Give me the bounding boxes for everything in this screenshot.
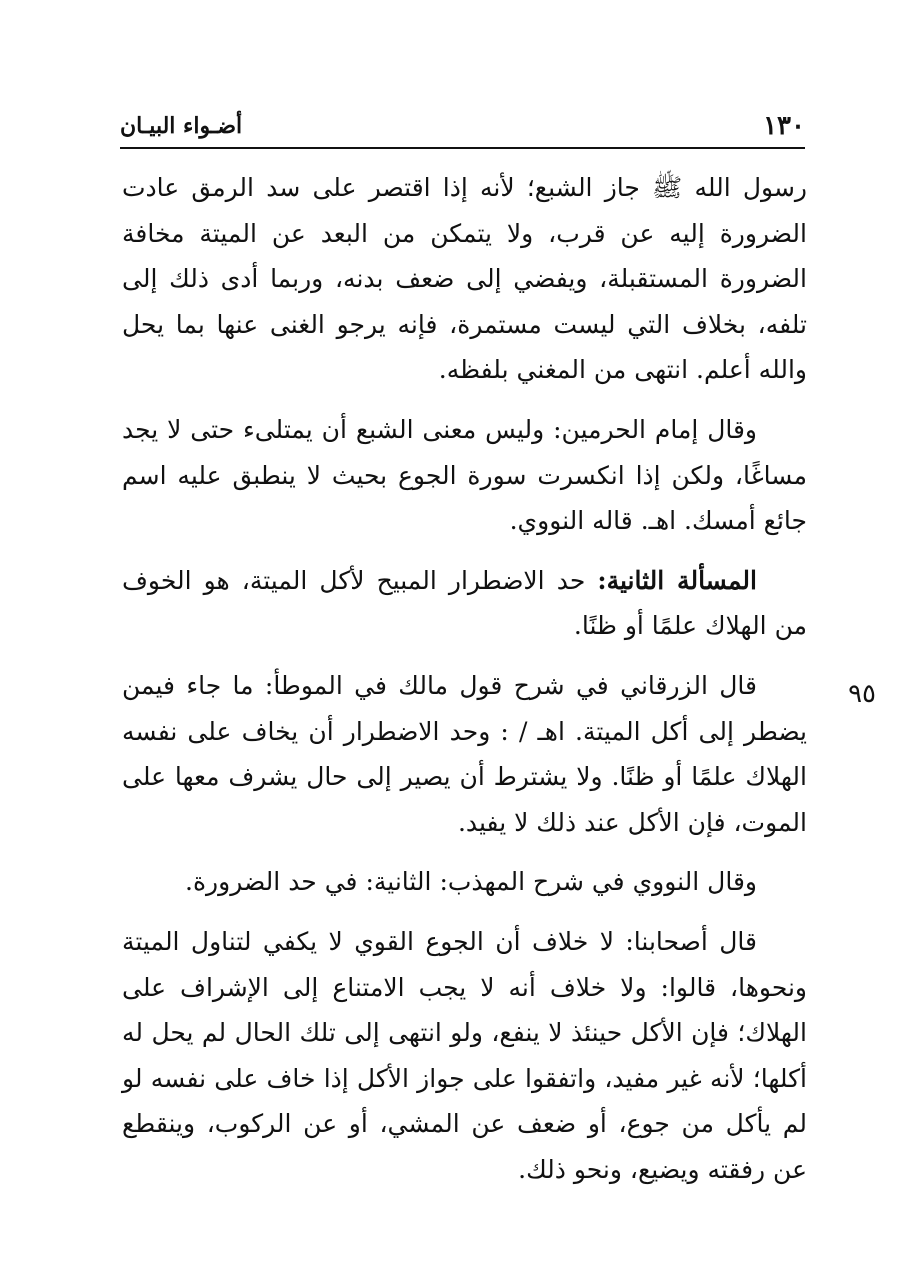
paragraph-second-issue bbox=[122, 558, 807, 649]
margin-page-reference: ٩٥ bbox=[848, 679, 876, 709]
page-number: ١٣٠ bbox=[763, 111, 805, 141]
paragraph-imam-haramain: وقال إمام الحرمين: وليس معنى الشبع أن يمتلىء حتى لا يجد مساغًا، ولكن إذا انكسرت سورة الجوع بحيث لا ينطبق عليه اسم جائع أمسك. اهـ. قاله النووي. bbox=[122, 414, 807, 536]
page-body bbox=[122, 165, 807, 1206]
paragraph-nawawi: وقال النووي في شرح المهذب: الثانية: في حد الضرورة. bbox=[185, 867, 757, 897]
page-header bbox=[120, 108, 805, 148]
paragraph-ashab: قال أصحابنا: لا خلاف أن الجوع القوي لا يكفي لتناول الميتة ونحوها، قالوا: ولا خلاف أنه لا يجب الامتناع إلى الإشراف على الهلاك؛ فإن الأكل حينئذ لا ينفع، ولو انتهى إلى تلك الحال لم يحل له أكلها؛ لأنه غير مفيد، واتفقوا على جواز الأكل إذا خاف على نفسه لو لم يأكل من جوع، أو ضعف عن المشي، أو عن الركوب، وينقطع عن رفقته ويضيع، ونحو ذلك. bbox=[122, 926, 807, 1184]
book-title: أضـواء البيـان bbox=[120, 113, 243, 139]
paragraph-zurqani: قال الزرقاني في شرح قول مالك في الموطأ: ما جاء فيمن يضطر إلى أكل الميتة. اهـ / : وحد الاضطرار أن يخاف على نفسه الهلاك علمًا أو ظنًا. ولا يشترط أن يصير إلى حال يشرف معها على الموت، فإن الأكل عند ذلك لا يفيد. bbox=[122, 670, 807, 837]
paragraph-continuation: رسول الله ﷺ جاز الشبع؛ لأنه إذا اقتصر على سد الرمق عادت الضرورة إليه عن قرب، ولا يتمكن من البعد عن الميتة مخافة الضرورة المستقبلة، ويفضي إلى ضعف بدنه، وربما أدى ذلك إلى تلفه، بخلاف التي ليست مستمرة، فإنه يرجو الغنى عنها بما يحل والله أعلم. انتهى من المغني بلفظه. bbox=[122, 173, 807, 385]
issue-text: حد الاضطرار المبيح لأكل الميتة، هو الخوف من الهلاك علمًا أو ظنًا. bbox=[122, 565, 807, 641]
issue-heading: المسألة الثانية: bbox=[597, 565, 757, 595]
header-divider bbox=[120, 147, 805, 149]
